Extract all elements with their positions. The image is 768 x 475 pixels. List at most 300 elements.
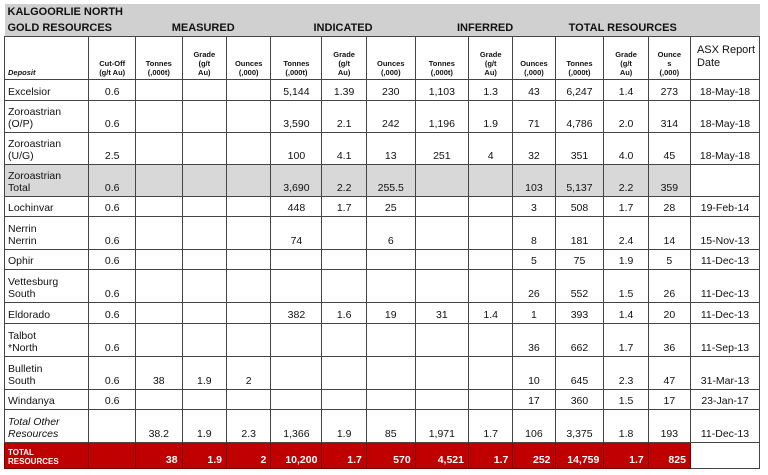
cell-t-grade: 4.0 — [604, 132, 648, 164]
cell-m-tonnes — [135, 79, 182, 100]
table-row — [5, 302, 760, 323]
cell-m-tonnes — [135, 216, 182, 249]
header-text-line: Au) — [619, 67, 633, 77]
cell-t-grade: 1.4 — [604, 79, 648, 100]
deposit-name-line: (O/P) — [8, 117, 34, 130]
cell-cutoff: 0.6 — [89, 356, 136, 389]
cell-f-ounces: 32 — [513, 132, 555, 164]
header-i-grade — [322, 36, 366, 79]
cell-m-ounces: 2 — [227, 356, 271, 389]
cell-i-tonnes: 3,690 — [271, 164, 322, 196]
cell-m-tonnes — [135, 164, 182, 196]
cell-f-tonnes: 1,103 — [415, 79, 468, 100]
cell-t-grade: 1.7 — [604, 196, 648, 216]
cell-m-ounces: 2.3 — [227, 409, 271, 442]
cell-f-grade — [468, 196, 512, 216]
cell-t-tonnes: 351 — [555, 132, 604, 164]
cell-f-grade: 4 — [468, 132, 512, 164]
cell-f-tonnes — [415, 356, 468, 389]
cell-i-grade — [322, 323, 366, 356]
cell-i-ounces — [366, 323, 415, 356]
cell-cutoff: 0.6 — [89, 249, 136, 269]
cell-m-grade — [182, 269, 226, 302]
cell-m-ounces — [227, 302, 271, 323]
cell-t-ounces: 359 — [648, 164, 690, 196]
cell-t-tonnes: 645 — [555, 356, 604, 389]
cell-m-ounces — [227, 323, 271, 356]
cell-cutoff: 0.6 — [89, 216, 136, 249]
cell-m-ounces — [227, 269, 271, 302]
deposit-name — [5, 100, 89, 132]
cell-f-ounces: 103 — [513, 164, 555, 196]
header-cutoff — [89, 36, 136, 79]
cell-m-tonnes: 38 — [135, 442, 182, 468]
deposit-name — [5, 409, 89, 442]
deposit-name-line: Ophir — [8, 254, 34, 267]
header-text-line: Cut-Off — [99, 58, 126, 68]
cell-i-tonnes — [271, 356, 322, 389]
header-text-line: Grade — [333, 49, 355, 59]
cell-cutoff: 2.5 — [89, 132, 136, 164]
header-text-line: Ounces — [520, 58, 548, 68]
cell-i-ounces — [366, 249, 415, 269]
deposit-name-line: Zoroastrian — [8, 105, 62, 118]
cell-t-tonnes: 3,375 — [555, 409, 604, 442]
header-t-ounces — [648, 36, 690, 79]
cell-i-ounces: 6 — [366, 216, 415, 249]
cell-m-tonnes — [135, 196, 182, 216]
deposit-name — [5, 442, 89, 468]
deposit-name-line: Nerrin — [8, 234, 37, 247]
cell-t-grade: 1.8 — [604, 409, 648, 442]
cell-f-grade: 1.7 — [468, 442, 512, 468]
cell-m-grade — [182, 164, 226, 196]
group-inferred: INFERRED — [415, 20, 555, 36]
cell-f-grade: 1.4 — [468, 302, 512, 323]
cell-m-ounces — [227, 164, 271, 196]
header-text-line: (,000t) — [285, 67, 308, 77]
cell-f-grade — [468, 216, 512, 249]
header-text-line: (g/t Au) — [99, 67, 126, 77]
header-text-line: Ounces — [377, 58, 405, 68]
cell-t-tonnes: 181 — [555, 216, 604, 249]
cell-m-grade — [182, 196, 226, 216]
cell-cutoff: 0.6 — [89, 100, 136, 132]
cell-i-ounces — [366, 356, 415, 389]
table-row — [5, 409, 760, 442]
cell-t-grade: 1.9 — [604, 249, 648, 269]
cell-f-ounces: 10 — [513, 356, 555, 389]
header-text-line: (,000t) — [147, 67, 170, 77]
header-text-line: (,000) — [524, 67, 544, 77]
cell-asx-date: 11-Dec-13 — [690, 302, 759, 323]
group-total-resources: TOTAL RESOURCES — [555, 20, 690, 36]
cell-m-grade — [182, 302, 226, 323]
cell-i-tonnes — [271, 249, 322, 269]
cell-asx-date — [690, 164, 759, 196]
cell-cutoff: 0.6 — [89, 323, 136, 356]
deposit-name-line: Bulletin — [8, 362, 43, 375]
cell-f-grade — [468, 269, 512, 302]
cell-cutoff: 0.6 — [89, 389, 136, 409]
group-header-row — [5, 20, 760, 36]
header-text-line: Tonnes — [283, 58, 310, 68]
cell-f-tonnes — [415, 164, 468, 196]
cell-t-ounces: 273 — [648, 79, 690, 100]
cell-i-ounces: 85 — [366, 409, 415, 442]
cell-m-ounces — [227, 100, 271, 132]
cell-t-tonnes: 360 — [555, 389, 604, 409]
cell-t-ounces: 825 — [648, 442, 690, 468]
cell-f-grade: 1.9 — [468, 100, 512, 132]
header-text-line: s — [667, 58, 672, 68]
header-text-line: Au) — [337, 67, 351, 77]
header-text-line: Grade — [193, 49, 216, 59]
cell-t-tonnes: 508 — [555, 196, 604, 216]
deposit-name — [5, 323, 89, 356]
table-row — [5, 196, 760, 216]
header-text-line: Grade — [479, 49, 502, 59]
deposit-name-line: (U/G) — [8, 149, 34, 162]
cell-asx-date: 18-May-18 — [690, 79, 759, 100]
cell-i-ounces: 25 — [366, 196, 415, 216]
deposit-name-line: Total Other — [8, 415, 60, 428]
table-row — [5, 100, 760, 132]
cell-t-grade: 1.4 — [604, 302, 648, 323]
cell-asx-date — [690, 442, 759, 468]
cell-f-grade — [468, 249, 512, 269]
total-row — [5, 442, 760, 468]
cell-f-ounces: 36 — [513, 323, 555, 356]
cell-i-tonnes: 100 — [271, 132, 322, 164]
deposit-name-line: Resources — [8, 427, 59, 440]
header-m-ounces — [227, 36, 271, 79]
deposit-name — [5, 132, 89, 164]
deposit-name-line: Windanya — [8, 394, 55, 407]
cell-i-ounces: 19 — [366, 302, 415, 323]
cell-m-ounces — [227, 216, 271, 249]
cell-asx-date: 11-Dec-13 — [690, 409, 759, 442]
header-text-line: Grade — [615, 49, 637, 59]
group-measured: MEASURED — [135, 20, 270, 36]
cell-m-tonnes: 38 — [135, 356, 182, 389]
cell-i-ounces: 570 — [366, 442, 415, 468]
resource-table-container — [4, 4, 760, 469]
deposit-name-line: South — [8, 287, 36, 300]
header-text-line: (g/t — [620, 58, 632, 68]
cell-i-ounces: 13 — [366, 132, 415, 164]
header-text-line: ASX Report — [696, 43, 756, 56]
header-text-line: Tonnes — [145, 58, 172, 68]
cell-i-tonnes: 382 — [271, 302, 322, 323]
cell-i-tonnes — [271, 389, 322, 409]
group-blank — [690, 20, 759, 36]
cell-f-ounces: 71 — [513, 100, 555, 132]
deposit-name-line: Total — [8, 181, 31, 194]
cell-m-ounces — [227, 389, 271, 409]
table-row — [5, 132, 760, 164]
header-m-tonnes — [135, 36, 182, 79]
deposit-name-line: Vettesburg — [8, 275, 59, 288]
cell-asx-date: 18-May-18 — [690, 100, 759, 132]
cell-asx-date: 11-Dec-13 — [690, 249, 759, 269]
cell-m-grade — [182, 249, 226, 269]
cell-f-ounces: 252 — [513, 442, 555, 468]
cell-i-tonnes: 448 — [271, 196, 322, 216]
header-f-tonnes — [415, 36, 468, 79]
cell-i-ounces: 230 — [366, 79, 415, 100]
cell-i-ounces: 242 — [366, 100, 415, 132]
cell-f-ounces: 17 — [513, 389, 555, 409]
cell-t-grade: 1.7 — [604, 323, 648, 356]
cell-t-grade: 1.7 — [604, 442, 648, 468]
header-text-line: Au) — [198, 67, 211, 77]
cell-m-grade — [182, 79, 226, 100]
cell-asx-date: 19-Feb-14 — [690, 196, 759, 216]
cell-t-tonnes: 75 — [555, 249, 604, 269]
cell-m-grade: 1.9 — [182, 356, 226, 389]
cell-m-grade: 1.9 — [182, 409, 226, 442]
cell-asx-date: 31-Mar-13 — [690, 356, 759, 389]
cell-t-ounces: 14 — [648, 216, 690, 249]
cell-f-ounces: 26 — [513, 269, 555, 302]
cell-m-tonnes — [135, 269, 182, 302]
cell-m-tonnes — [135, 249, 182, 269]
cell-t-ounces: 17 — [648, 389, 690, 409]
header-deposit: Deposit — [5, 36, 89, 79]
table-title-line1: KALGOORLIE NORTH — [5, 4, 760, 20]
deposit-name-line: Zoroastrian — [8, 137, 62, 150]
cell-t-tonnes: 662 — [555, 323, 604, 356]
cell-asx-date: 11-Dec-13 — [690, 269, 759, 302]
cell-f-tonnes: 251 — [415, 132, 468, 164]
cell-f-ounces: 43 — [513, 79, 555, 100]
gold-resources-table — [4, 4, 760, 469]
cell-t-ounces: 5 — [648, 249, 690, 269]
table-row — [5, 79, 760, 100]
header-text-line: Tonnes — [566, 58, 593, 68]
cell-f-grade: 1.3 — [468, 79, 512, 100]
table-body — [5, 79, 760, 468]
cell-i-grade: 1.39 — [322, 79, 366, 100]
cell-i-tonnes: 74 — [271, 216, 322, 249]
deposit-name-line: RESOURCES — [8, 456, 59, 466]
cell-t-ounces: 193 — [648, 409, 690, 442]
cell-i-tonnes: 10,200 — [271, 442, 322, 468]
cell-m-tonnes — [135, 323, 182, 356]
cell-m-tonnes — [135, 132, 182, 164]
deposit-name-line: Lochinvar — [8, 201, 54, 214]
table-row — [5, 216, 760, 249]
cell-i-grade: 1.7 — [322, 196, 366, 216]
cell-cutoff: 0.6 — [89, 302, 136, 323]
header-m-grade — [182, 36, 226, 79]
cell-i-tonnes: 1,366 — [271, 409, 322, 442]
deposit-name — [5, 269, 89, 302]
cell-t-ounces: 314 — [648, 100, 690, 132]
cell-i-grade: 1.9 — [322, 409, 366, 442]
cell-f-tonnes — [415, 269, 468, 302]
header-text-line: (,000) — [238, 67, 259, 77]
cell-f-grade — [468, 356, 512, 389]
cell-i-grade — [322, 389, 366, 409]
cell-i-tonnes — [271, 269, 322, 302]
cell-t-tonnes: 552 — [555, 269, 604, 302]
cell-t-grade: 1.5 — [604, 389, 648, 409]
cell-asx-date: 18-May-18 — [690, 132, 759, 164]
header-text-line: (,000t) — [568, 67, 591, 77]
cell-m-ounces: 2 — [227, 442, 271, 468]
cell-i-tonnes — [271, 323, 322, 356]
cell-t-ounces: 26 — [648, 269, 690, 302]
cell-f-grade — [468, 164, 512, 196]
header-f-grade — [468, 36, 512, 79]
cell-t-grade: 2.4 — [604, 216, 648, 249]
header-text-line: Date — [696, 56, 721, 69]
cell-m-grade — [182, 100, 226, 132]
cell-m-grade — [182, 216, 226, 249]
header-i-tonnes — [271, 36, 322, 79]
deposit-name-line: Eldorado — [8, 308, 51, 321]
header-text-line: Au) — [484, 67, 497, 77]
cell-t-tonnes: 5,137 — [555, 164, 604, 196]
cell-m-grade — [182, 389, 226, 409]
deposit-name — [5, 249, 89, 269]
table-row — [5, 164, 760, 196]
cell-i-grade: 1.7 — [322, 442, 366, 468]
cell-t-ounces: 28 — [648, 196, 690, 216]
cell-t-tonnes: 393 — [555, 302, 604, 323]
cell-f-tonnes — [415, 323, 468, 356]
cell-f-grade — [468, 389, 512, 409]
cell-m-tonnes — [135, 302, 182, 323]
cell-i-ounces — [366, 269, 415, 302]
deposit-name — [5, 302, 89, 323]
cell-i-grade: 4.1 — [322, 132, 366, 164]
cell-i-grade: 2.1 — [322, 100, 366, 132]
cell-m-grade — [182, 132, 226, 164]
deposit-name — [5, 216, 89, 249]
header-t-grade — [604, 36, 648, 79]
cell-t-ounces: 45 — [648, 132, 690, 164]
cell-f-tonnes: 1,971 — [415, 409, 468, 442]
table-row — [5, 249, 760, 269]
cell-f-ounces: 8 — [513, 216, 555, 249]
cell-cutoff — [89, 442, 136, 468]
cell-f-ounces: 1 — [513, 302, 555, 323]
cell-f-tonnes: 1,196 — [415, 100, 468, 132]
cell-f-ounces: 5 — [513, 249, 555, 269]
deposit-name-line: Excelsior — [8, 85, 51, 98]
cell-i-ounces: 255.5 — [366, 164, 415, 196]
cell-t-ounces: 47 — [648, 356, 690, 389]
table-row — [5, 389, 760, 409]
cell-m-ounces — [227, 196, 271, 216]
cell-t-ounces: 20 — [648, 302, 690, 323]
cell-f-ounces: 106 — [513, 409, 555, 442]
header-text-line: (g/t — [484, 58, 497, 68]
cell-f-grade: 1.7 — [468, 409, 512, 442]
cell-i-grade — [322, 356, 366, 389]
cell-f-tonnes — [415, 249, 468, 269]
deposit-name-line: *North — [8, 341, 38, 354]
cell-f-tonnes — [415, 389, 468, 409]
header-text-line: (,000t) — [430, 67, 453, 77]
cell-m-ounces — [227, 79, 271, 100]
cell-i-tonnes: 3,590 — [271, 100, 322, 132]
table-title-line2: GOLD RESOURCES — [5, 20, 136, 36]
table-row — [5, 323, 760, 356]
cell-i-grade — [322, 269, 366, 302]
cell-cutoff: 0.6 — [89, 164, 136, 196]
cell-t-tonnes: 6,247 — [555, 79, 604, 100]
group-indicated: INDICATED — [271, 20, 415, 36]
cell-f-tonnes: 4,521 — [415, 442, 468, 468]
cell-i-grade: 2.2 — [322, 164, 366, 196]
header-t-tonnes — [555, 36, 604, 79]
column-header-row — [5, 36, 760, 79]
cell-f-tonnes — [415, 216, 468, 249]
cell-cutoff: 0.6 — [89, 269, 136, 302]
cell-i-grade: 1.6 — [322, 302, 366, 323]
cell-f-tonnes — [415, 196, 468, 216]
header-i-ounces — [366, 36, 415, 79]
cell-i-grade — [322, 249, 366, 269]
cell-t-grade: 2.0 — [604, 100, 648, 132]
cell-t-tonnes: 14,759 — [555, 442, 604, 468]
header-text-line: (,000) — [659, 67, 680, 77]
table-row — [5, 356, 760, 389]
cell-f-tonnes: 31 — [415, 302, 468, 323]
cell-m-grade: 1.9 — [182, 442, 226, 468]
cell-asx-date: 11-Sep-13 — [690, 323, 759, 356]
table-row — [5, 269, 760, 302]
cell-asx-date: 15-Nov-13 — [690, 216, 759, 249]
deposit-name-line: Zoroastrian — [8, 169, 62, 182]
cell-m-tonnes — [135, 389, 182, 409]
header-asx-report-date — [690, 36, 759, 79]
cell-i-tonnes: 5,144 — [271, 79, 322, 100]
cell-t-grade: 2.3 — [604, 356, 648, 389]
cell-asx-date: 23-Jan-17 — [690, 389, 759, 409]
cell-t-tonnes: 4,786 — [555, 100, 604, 132]
header-text-line: (g/t — [198, 58, 211, 68]
deposit-name — [5, 196, 89, 216]
cell-m-ounces — [227, 249, 271, 269]
deposit-name — [5, 356, 89, 389]
cell-f-ounces: 3 — [513, 196, 555, 216]
deposit-name — [5, 164, 89, 196]
deposit-name-line: Nerrin — [8, 222, 37, 235]
deposit-name-line: TOTAL — [8, 447, 34, 457]
deposit-name-line: Talbot — [8, 329, 37, 342]
cell-m-tonnes: 38.2 — [135, 409, 182, 442]
header-text-line: (,000) — [380, 67, 401, 77]
cell-i-ounces — [366, 389, 415, 409]
cell-m-tonnes — [135, 100, 182, 132]
cell-t-ounces: 36 — [648, 323, 690, 356]
deposit-name — [5, 79, 89, 100]
header-text-line: Ounces — [234, 58, 263, 68]
cell-m-grade — [182, 323, 226, 356]
header-f-ounces — [513, 36, 555, 79]
cell-cutoff: 0.6 — [89, 79, 136, 100]
header-text-line: (g/t — [338, 58, 350, 68]
cell-t-grade: 1.5 — [604, 269, 648, 302]
cell-cutoff: 0.6 — [89, 196, 136, 216]
deposit-name-line: South — [8, 374, 36, 387]
header-text-line: Tonnes — [428, 58, 455, 68]
